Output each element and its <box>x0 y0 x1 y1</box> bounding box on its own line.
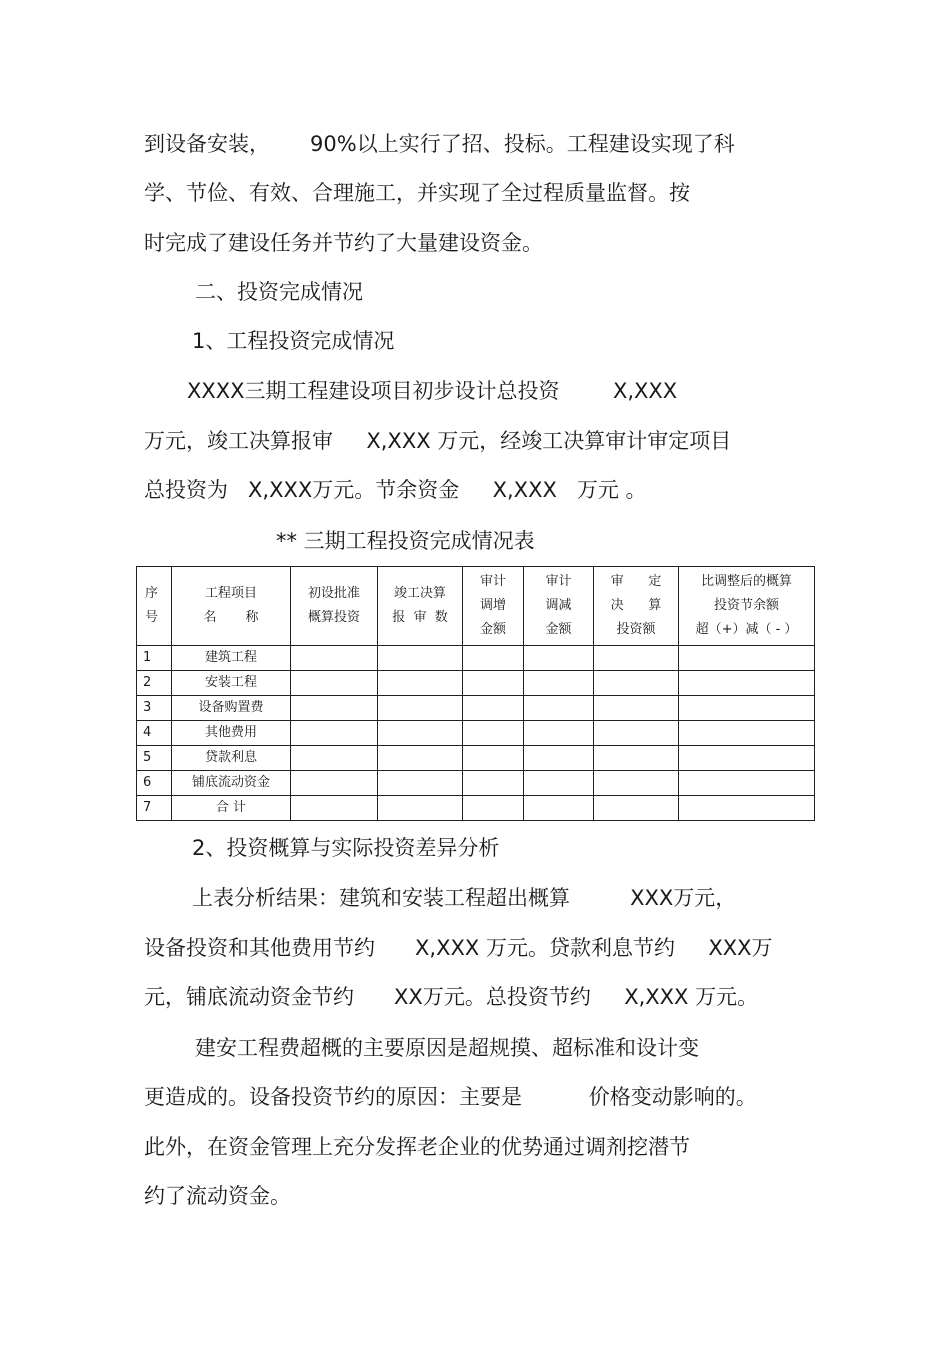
empty-cell <box>378 746 463 771</box>
paragraph-line: 总投资为 X,XXX万元。节余资金 X,XXX 万元 。 <box>144 478 647 502</box>
paragraph-line: 到设备安装， 90%以上实行了招、投标。工程建设实现了科 <box>144 132 735 156</box>
empty-cell <box>524 721 594 746</box>
empty-cell <box>291 671 378 696</box>
table-caption: ** 三期工程投资完成情况表 <box>276 529 535 553</box>
paragraph-line: 元，铺底流动资金节约 XX万元。总投资节约 X,XXX 万元。 <box>144 985 759 1009</box>
row-seq: 6 <box>137 771 172 796</box>
empty-cell <box>378 696 463 721</box>
header-item: 工程项目 名 称 <box>172 567 291 646</box>
empty-cell <box>291 746 378 771</box>
empty-cell <box>378 646 463 671</box>
table-row <box>137 671 815 696</box>
header-final-accounts: 竣工决算 报 审 数 <box>378 567 463 646</box>
row-item: 贷款利息 <box>172 746 291 771</box>
investment-table <box>136 566 815 821</box>
header-approved-estimate: 初设批准 概算投资 <box>291 567 378 646</box>
empty-cell <box>524 796 594 821</box>
paragraph-line: XXXX三期工程建设项目初步设计总投资 X,XXX <box>187 379 678 403</box>
empty-cell <box>679 771 815 796</box>
row-item: 合 计 <box>172 796 291 821</box>
empty-cell <box>594 696 679 721</box>
empty-cell <box>463 746 524 771</box>
paragraph-line: 学、节俭、有效、合理施工，并实现了全过程质量监督。按 <box>144 181 690 205</box>
empty-cell <box>463 796 524 821</box>
empty-cell <box>524 771 594 796</box>
empty-cell <box>291 721 378 746</box>
row-seq: 2 <box>137 671 172 696</box>
paragraph-line: 1、工程投资完成情况 <box>192 329 395 353</box>
table-row <box>137 696 815 721</box>
header-seq: 序 号 <box>137 567 172 646</box>
row-seq: 3 <box>137 696 172 721</box>
row-seq: 4 <box>137 721 172 746</box>
header-audit-decrease: 审计 调减 金额 <box>524 567 594 646</box>
row-item: 设备购置费 <box>172 696 291 721</box>
empty-cell <box>679 696 815 721</box>
empty-cell <box>679 671 815 696</box>
row-seq: 5 <box>137 746 172 771</box>
row-item: 铺底流动资金 <box>172 771 291 796</box>
empty-cell <box>463 721 524 746</box>
paragraph-line: 建安工程费超概的主要原因是超规摸、超标准和设计变 <box>195 1036 699 1060</box>
table-row <box>137 646 815 671</box>
empty-cell <box>679 746 815 771</box>
row-item: 安装工程 <box>172 671 291 696</box>
table-header-row <box>137 567 815 646</box>
empty-cell <box>679 721 815 746</box>
table-row <box>137 746 815 771</box>
row-seq: 7 <box>137 796 172 821</box>
empty-cell <box>524 671 594 696</box>
empty-cell <box>378 671 463 696</box>
empty-cell <box>679 646 815 671</box>
empty-cell <box>463 671 524 696</box>
row-item: 其他费用 <box>172 721 291 746</box>
paragraph-line: 设备投资和其他费用节约 X,XXX 万元。贷款利息节约 XXX万 <box>144 936 773 960</box>
empty-cell <box>524 696 594 721</box>
paragraph-line: 2、投资概算与实际投资差异分析 <box>192 836 500 860</box>
empty-cell <box>378 771 463 796</box>
empty-cell <box>291 771 378 796</box>
empty-cell <box>594 646 679 671</box>
empty-cell <box>463 696 524 721</box>
empty-cell <box>463 646 524 671</box>
empty-cell <box>594 671 679 696</box>
header-approved-final: 审 定 决 算 投资额 <box>594 567 679 646</box>
paragraph-line: 上表分析结果：建筑和安装工程超出概算 XXX万元， <box>192 886 737 910</box>
table-row <box>137 796 815 821</box>
paragraph-line: 万元，竣工决算报审 X,XXX 万元，经竣工决算审计审定项目 <box>144 429 732 453</box>
empty-cell <box>524 746 594 771</box>
empty-cell <box>594 746 679 771</box>
empty-cell <box>594 771 679 796</box>
empty-cell <box>291 646 378 671</box>
empty-cell <box>378 796 463 821</box>
paragraph-line: 时完成了建设任务并节约了大量建设资金。 <box>144 231 543 255</box>
row-seq: 1 <box>137 646 172 671</box>
empty-cell <box>524 646 594 671</box>
header-savings: 比调整后的概算 投资节余额 超（+）减（ - ） <box>679 567 815 646</box>
row-item: 建筑工程 <box>172 646 291 671</box>
table-row <box>137 771 815 796</box>
empty-cell <box>378 721 463 746</box>
empty-cell <box>463 771 524 796</box>
paragraph-line: 更造成的。设备投资节约的原因：主要是 价格变动影响的。 <box>144 1085 757 1109</box>
empty-cell <box>291 696 378 721</box>
paragraph-line: 二、投资完成情况 <box>195 280 363 304</box>
paragraph-line: 约了流动资金。 <box>144 1184 291 1208</box>
empty-cell <box>291 796 378 821</box>
empty-cell <box>594 796 679 821</box>
empty-cell <box>679 796 815 821</box>
empty-cell <box>594 721 679 746</box>
header-audit-increase: 审计 调增 金额 <box>463 567 524 646</box>
table-row <box>137 721 815 746</box>
paragraph-line: 此外，在资金管理上充分发挥老企业的优势通过调剂挖潜节 <box>144 1135 690 1159</box>
